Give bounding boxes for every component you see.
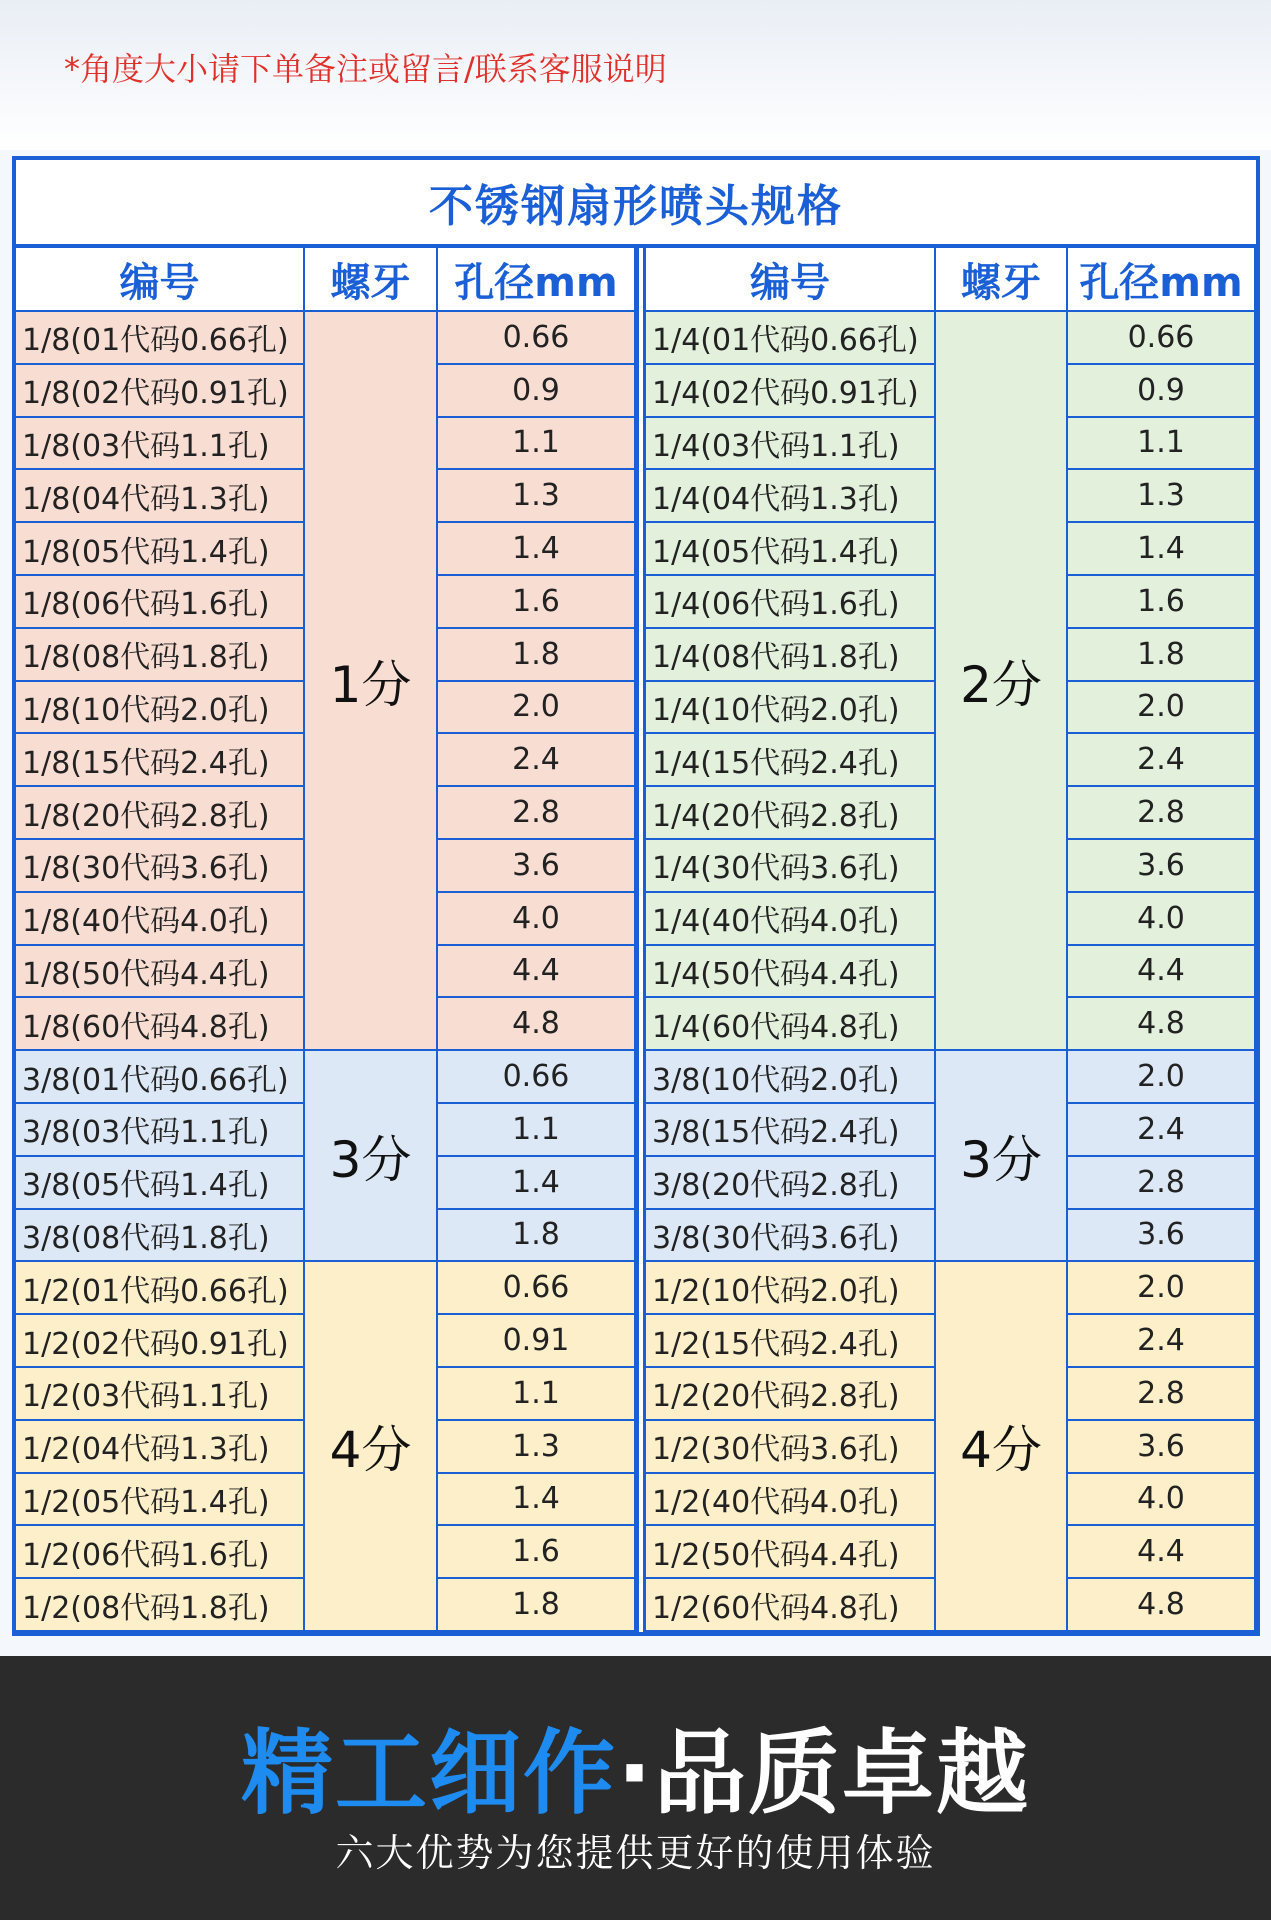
spec-diameter-cell: 4.8 <box>438 998 636 1051</box>
spec-code-cell: 1/4(50代码4.4孔) <box>646 946 936 999</box>
header-diameter: 孔径mm <box>438 248 636 312</box>
spec-diameter-cell: 4.0 <box>438 893 636 946</box>
spec-diameter-cell: 4.8 <box>1068 998 1256 1051</box>
spec-code-cell: 1/2(60代码4.8孔) <box>646 1579 936 1632</box>
spec-diameter-cell: 1.4 <box>438 1157 636 1210</box>
spec-diameter-cell: 3.6 <box>1068 1421 1256 1474</box>
spec-code-cell: 1/8(06代码1.6孔) <box>16 576 305 629</box>
header-thread: 螺牙 <box>305 248 438 312</box>
spec-code-cell: 1/2(40代码4.0孔) <box>646 1474 936 1527</box>
table-title: 不锈钢扇形喷头规格 <box>16 160 1256 248</box>
header-diameter: 孔径mm <box>1068 248 1256 312</box>
header-code: 编号 <box>16 248 305 312</box>
spec-diameter-cell: 2.4 <box>1068 734 1256 787</box>
spec-code-cell: 1/4(06代码1.6孔) <box>646 576 936 629</box>
spec-diameter-cell: 1.1 <box>438 1104 636 1157</box>
spec-diameter-cell: 2.8 <box>1068 1157 1256 1210</box>
spec-code-cell: 1/2(10代码2.0孔) <box>646 1262 936 1315</box>
spec-code-cell: 1/4(01代码0.66孔) <box>646 312 936 365</box>
spec-diameter-cell: 1.6 <box>438 576 636 629</box>
spec-code-cell: 1/2(05代码1.4孔) <box>16 1474 305 1527</box>
spec-diameter-cell: 1.6 <box>1068 576 1256 629</box>
spec-code-cell: 1/2(20代码2.8孔) <box>646 1368 936 1421</box>
thread-size-cell: 1分 <box>305 312 438 1051</box>
spec-diameter-cell: 4.4 <box>438 946 636 999</box>
spec-code-cell: 3/8(30代码3.6孔) <box>646 1210 936 1263</box>
spec-code-cell: 1/2(04代码1.3孔) <box>16 1421 305 1474</box>
header-thread: 螺牙 <box>936 248 1068 312</box>
spec-code-cell: 1/8(40代码4.0孔) <box>16 893 305 946</box>
spec-code-cell: 1/8(08代码1.8孔) <box>16 629 305 682</box>
spec-diameter-cell: 1.1 <box>438 418 636 471</box>
spec-diameter-cell: 1.8 <box>438 1210 636 1263</box>
spec-code-cell: 3/8(03代码1.1孔) <box>16 1104 305 1157</box>
spec-diameter-cell: 2.0 <box>1068 1262 1256 1315</box>
spec-diameter-cell: 3.6 <box>1068 840 1256 893</box>
spec-code-cell: 1/4(40代码4.0孔) <box>646 893 936 946</box>
spec-code-cell: 1/4(04代码1.3孔) <box>646 470 936 523</box>
spec-code-cell: 3/8(15代码2.4孔) <box>646 1104 936 1157</box>
spec-code-cell: 3/8(01代码0.66孔) <box>16 1051 305 1104</box>
spec-diameter-cell: 1.8 <box>438 629 636 682</box>
spec-code-cell: 1/8(03代码1.1孔) <box>16 418 305 471</box>
spec-diameter-cell: 0.9 <box>1068 365 1256 418</box>
spec-code-cell: 1/8(01代码0.66孔) <box>16 312 305 365</box>
spec-diameter-cell: 1.8 <box>438 1579 636 1632</box>
spec-code-cell: 1/2(02代码0.91孔) <box>16 1315 305 1368</box>
spec-diameter-cell: 2.0 <box>1068 1051 1256 1104</box>
spec-table-right <box>646 248 1256 1632</box>
spec-diameter-cell: 1.3 <box>438 1421 636 1474</box>
spec-diameter-cell: 4.8 <box>1068 1579 1256 1632</box>
spec-diameter-cell: 3.6 <box>438 840 636 893</box>
spec-diameter-cell: 2.4 <box>438 734 636 787</box>
spec-code-cell: 1/8(60代码4.8孔) <box>16 998 305 1051</box>
spec-code-cell: 1/8(02代码0.91孔) <box>16 365 305 418</box>
header-code: 编号 <box>646 248 936 312</box>
spec-code-cell: 1/2(50代码4.4孔) <box>646 1526 936 1579</box>
spec-code-cell: 3/8(10代码2.0孔) <box>646 1051 936 1104</box>
spec-code-cell: 1/2(30代码3.6孔) <box>646 1421 936 1474</box>
thread-size-cell: 4分 <box>936 1262 1068 1632</box>
spec-diameter-cell: 0.91 <box>438 1315 636 1368</box>
spec-code-cell: 1/4(08代码1.8孔) <box>646 629 936 682</box>
spec-diameter-cell: 4.4 <box>1068 1526 1256 1579</box>
thread-size-cell: 2分 <box>936 312 1068 1051</box>
spec-diameter-cell: 0.66 <box>438 1262 636 1315</box>
slogan-part1: 精工细作 <box>241 1720 618 1827</box>
spec-table <box>12 156 1260 1636</box>
spec-code-cell: 1/4(30代码3.6孔) <box>646 840 936 893</box>
spec-diameter-cell: 0.9 <box>438 365 636 418</box>
spec-diameter-cell: 1.3 <box>438 470 636 523</box>
spec-diameter-cell: 3.6 <box>1068 1210 1256 1263</box>
spec-code-cell: 1/8(50代码4.4孔) <box>16 946 305 999</box>
spec-code-cell: 1/8(30代码3.6孔) <box>16 840 305 893</box>
spec-code-cell: 1/8(05代码1.4孔) <box>16 523 305 576</box>
spec-code-cell: 1/4(20代码2.8孔) <box>646 787 936 840</box>
spec-code-cell: 3/8(08代码1.8孔) <box>16 1210 305 1263</box>
spec-diameter-cell: 1.4 <box>1068 523 1256 576</box>
spec-diameter-cell: 4.4 <box>1068 946 1256 999</box>
slogan-separator: · <box>617 1720 654 1827</box>
spec-code-cell: 1/4(02代码0.91孔) <box>646 365 936 418</box>
spec-diameter-cell: 2.4 <box>1068 1104 1256 1157</box>
spec-code-cell: 1/2(03代码1.1孔) <box>16 1368 305 1421</box>
spec-code-cell: 1/4(05代码1.4孔) <box>646 523 936 576</box>
slogan <box>0 1700 1271 1832</box>
spec-diameter-cell: 2.0 <box>438 682 636 735</box>
footer-subtitle: 六大优势为您提供更好的使用体验 <box>335 1831 936 1875</box>
spec-code-cell: 1/4(10代码2.0孔) <box>646 682 936 735</box>
spec-diameter-cell: 1.1 <box>1068 418 1256 471</box>
spec-code-cell: 1/8(04代码1.3孔) <box>16 470 305 523</box>
spec-diameter-cell: 1.1 <box>438 1368 636 1421</box>
spec-diameter-cell: 2.4 <box>1068 1315 1256 1368</box>
thread-size-cell: 3分 <box>936 1051 1068 1262</box>
slogan-part2: 品质卓越 <box>653 1720 1030 1827</box>
spec-diameter-cell: 2.0 <box>1068 682 1256 735</box>
spec-code-cell: 1/8(10代码2.0孔) <box>16 682 305 735</box>
table-divider <box>636 248 646 1632</box>
spec-code-cell: 1/2(15代码2.4孔) <box>646 1315 936 1368</box>
spec-code-cell: 1/2(06代码1.6孔) <box>16 1526 305 1579</box>
spec-diameter-cell: 1.3 <box>1068 470 1256 523</box>
spec-code-cell: 1/2(01代码0.66孔) <box>16 1262 305 1315</box>
spec-diameter-cell: 4.0 <box>1068 1474 1256 1527</box>
spec-code-cell: 1/2(08代码1.8孔) <box>16 1579 305 1632</box>
thread-size-cell: 4分 <box>305 1262 438 1632</box>
spec-diameter-cell: 2.8 <box>438 787 636 840</box>
spec-code-cell: 1/8(20代码2.8孔) <box>16 787 305 840</box>
spec-diameter-cell: 2.8 <box>1068 1368 1256 1421</box>
spec-code-cell: 1/8(15代码2.4孔) <box>16 734 305 787</box>
thread-size-cell: 3分 <box>305 1051 438 1262</box>
spec-code-cell: 1/4(03代码1.1孔) <box>646 418 936 471</box>
spec-diameter-cell: 0.66 <box>1068 312 1256 365</box>
spec-code-cell: 1/4(15代码2.4孔) <box>646 734 936 787</box>
spec-diameter-cell: 4.0 <box>1068 893 1256 946</box>
spec-table-left <box>16 248 636 1632</box>
spec-code-cell: 3/8(05代码1.4孔) <box>16 1157 305 1210</box>
spec-diameter-cell: 1.6 <box>438 1526 636 1579</box>
spec-code-cell: 3/8(20代码2.8孔) <box>646 1157 936 1210</box>
spec-diameter-cell: 1.4 <box>438 523 636 576</box>
spec-diameter-cell: 1.4 <box>438 1474 636 1527</box>
order-note: *角度大小请下单备注或留言/联系客服说明 <box>64 50 667 88</box>
spec-diameter-cell: 2.8 <box>1068 787 1256 840</box>
spec-diameter-cell: 0.66 <box>438 312 636 365</box>
spec-diameter-cell: 0.66 <box>438 1051 636 1104</box>
spec-diameter-cell: 1.8 <box>1068 629 1256 682</box>
spec-code-cell: 1/4(60代码4.8孔) <box>646 998 936 1051</box>
